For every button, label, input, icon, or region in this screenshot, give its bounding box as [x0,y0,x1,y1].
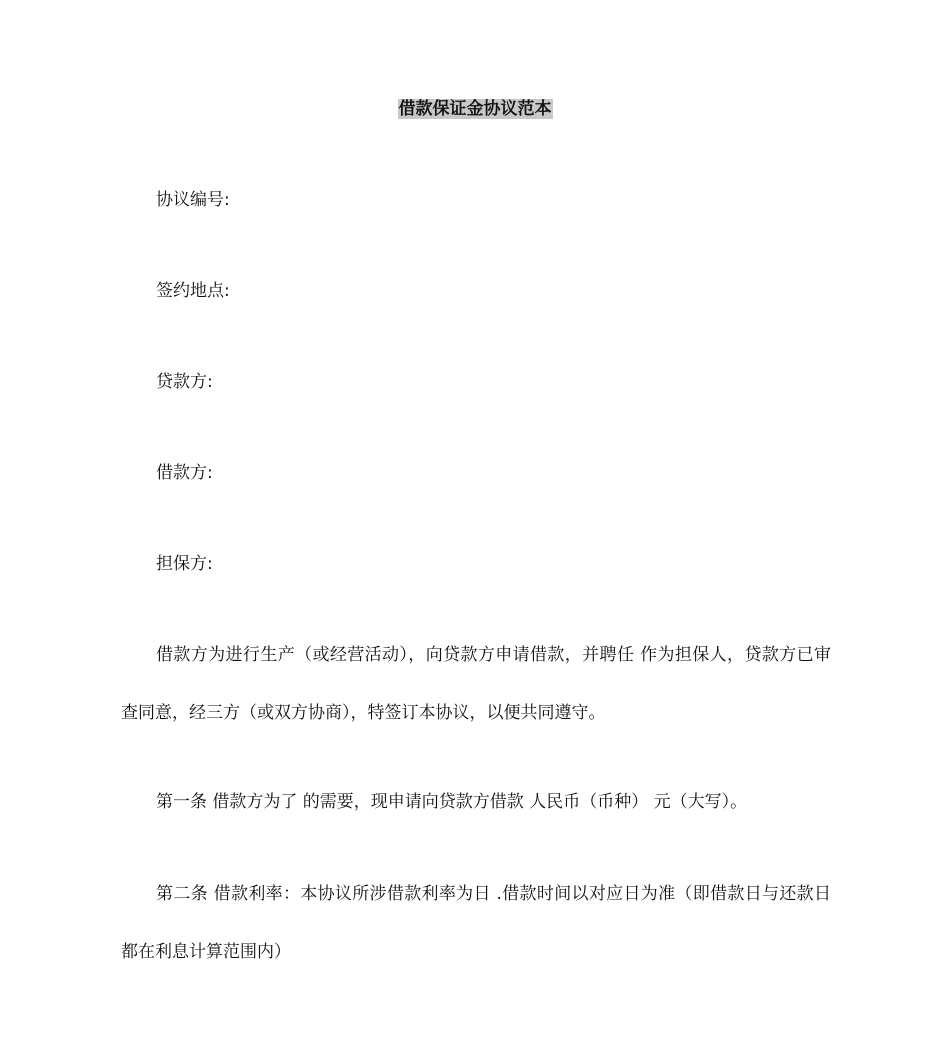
paragraph-article-1: 第一条 借款方为了 的需要，现申请向贷款方借款 人民币（币种） 元（大写）。 [156,792,748,812]
document-title-text: 借款保证金协议范本 [398,99,552,119]
field-agreement-number: 协议编号: [156,190,230,210]
field-borrower: 借款方: [156,463,213,483]
paragraph-preamble: 借款方为进行生产（或经营活动），向贷款方申请借款，并聘任 作为担保人，贷款方已审查同意，经三方（或双方协商），特签订本协议，以便共同遵守。 [121,645,831,723]
field-signing-location: 签约地点: [156,281,230,301]
document-title [0,97,950,121]
field-lender: 贷款方: [156,372,213,392]
paragraph-article-2: 第二条 借款利率：本协议所涉借款利率为日 .借款时间以对应日为准（即借款日与还款日都在利息计算范围内） [121,884,831,962]
field-guarantor: 担保方: [156,554,213,574]
